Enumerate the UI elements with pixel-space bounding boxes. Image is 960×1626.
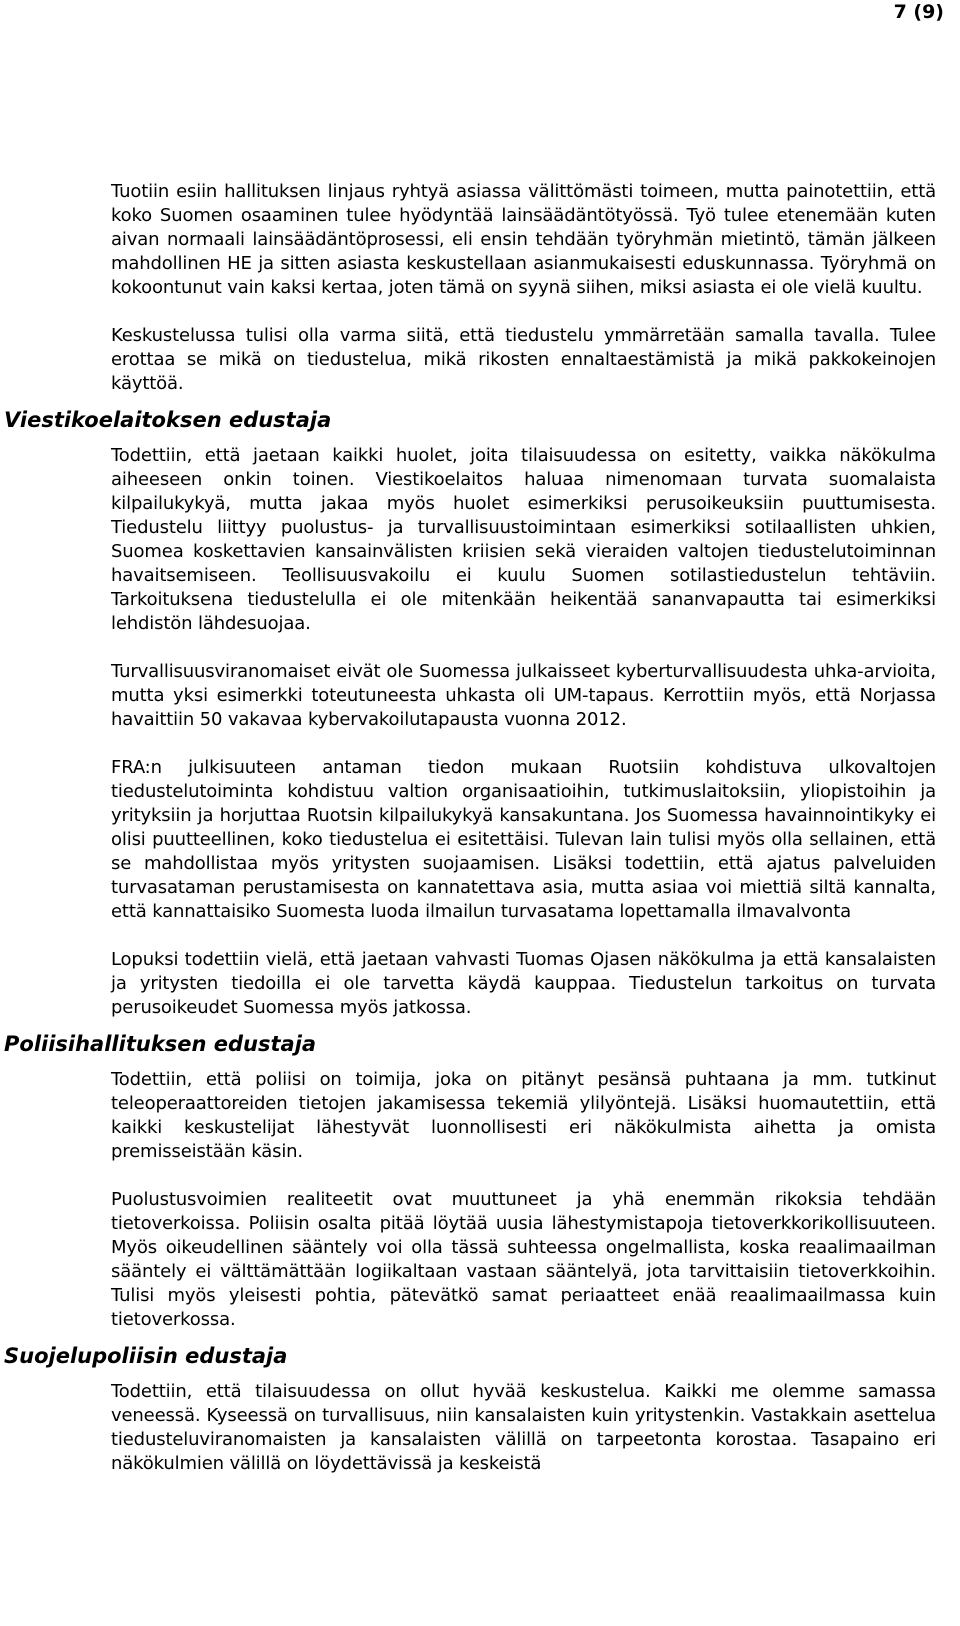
document-body bbox=[0, 180, 960, 1476]
section-heading-suojelupoliisi: Suojelupoliisin edustaja bbox=[4, 1344, 288, 1368]
section-heading-poliisihallitus: Poliisihallituksen edustaja bbox=[4, 1032, 317, 1056]
section-3-paragraph-1: Todettiin, että tilaisuudessa on ollut hyvää keskustelua. Kaikki me olemme samassa veneessä. Kyseessä on turvallisuus, niin kansalaisten kuin yritystenkin. Vastakkain asettelua tiedusteluviranomaisten ja kansalaisten välillä on tarpeetonta korostaa. Tasapaino eri näkökulmien välillä on löydettävissä ja keskeistä bbox=[111, 1381, 936, 1474]
section-1-paragraph-1: Todettiin, että jaetaan kaikki huolet, joita tilaisuudessa on esitetty, vaikka näkökulma aiheeseen onkin toinen. Viestikoelaitos haluaa nimenomaan turvata suomalaista kilpailukykyä, mutta jakaa myös huolet esimerkiksi perusoikeuksiin puuttumisesta. Tiedustelu liittyy puolustus- ja turvallisuustoimintaan esimerkiksi sotilaallisten uhkien, Suomea koskettavien kansainvälisten kriisien sekä vieraiden valtojen tiedustelutoiminnan havaitsemiseen. Teollisuusvakoilu ei kuulu Suomen sotilastiedustelun tehtäviin. Tarkoituksena tiedustelulla ei ole mitenkään heikentää sananvapautta tai esimerkiksi lehdistön lähdesuojaa. bbox=[111, 445, 936, 634]
section-2-paragraph-1: Todettiin, että poliisi on toimija, joka on pitänyt pesänsä puhtaana ja mm. tutkinut teleoperaattoreiden tietojen jakamisessa tekemiä ylilyöntejä. Lisäksi huomautettiin, että kaikki keskustelijat lähestyvät luonnollisesti eri näkökulmista aihetta ja omista premisseistään käsin. bbox=[111, 1069, 936, 1162]
intro-paragraph-2: Keskustelussa tulisi olla varma siitä, että tiedustelu ymmärretään samalla tavalla. Tulee erottaa se mikä on tiedustelua, mikä rikosten ennaltaestämistä ja mikä pakkokeinojen käyttöä. bbox=[111, 325, 936, 394]
section-1-paragraph-3: FRA:n julkisuuteen antaman tiedon mukaan Ruotsiin kohdistuva ulkovaltojen tiedustelutoiminta kohdistuu valtion organisaatioihin, tutkimuslaitoksiin, yliopistoihin ja yrityksiin ja horjuttaa Ruotsin kilpailukykyä kansakuntana. Jos Suomessa havainnointikyky ei olisi puutteellinen, koko tiedustelua ei esitettäisi. Tulevan lain tulisi myös olla sellainen, että se mahdollistaa myös yritysten suojaamisen. Lisäksi todettiin, että ajatus palveluiden turvasataman perustamisesta on kannatettava asia, mutta asiaa voi miettiä siltä kannalta, että kannattaisiko Suomesta luoda ilmailun turvasatama lopettamalla ilmavalvonta bbox=[111, 757, 936, 922]
section-heading-viestikoelaitos: Viestikoelaitoksen edustaja bbox=[4, 408, 332, 432]
section-1-paragraph-2: Turvallisuusviranomaiset eivät ole Suomessa julkaisseet kyberturvallisuudesta uhka-arvioita, mutta yksi esimerkki toteutuneesta uhkasta oli UM-tapaus. Kerrottiin myös, että Norjassa havaittiin 50 vakavaa kybervakoilutapausta vuonna 2012. bbox=[111, 661, 936, 730]
section-1-paragraph-4: Lopuksi todettiin vielä, että jaetaan vahvasti Tuomas Ojasen näkökulma ja että kansalaisten ja yritysten tiedoilla ei ole tarvetta käydä kauppaa. Tiedustelun tarkoitus on turvata perusoikeudet Suomessa myös jatkossa. bbox=[111, 949, 936, 1018]
section-2-paragraph-2: Puolustusvoimien realiteetit ovat muuttuneet ja yhä enemmän rikoksia tehdään tietoverkoissa. Poliisin osalta pitää löytää uusia lähestymistapoja tietoverkkorikollisuuteen. Myös oikeudellinen sääntely voi olla tässä suhteessa ongelmallista, koska reaalimaailman sääntely ei välttämättään logiikaltaan vastaan sääntelyä, jota tarvittaisiin tietoverkkoihin. Tulisi myös yleisesti pohtia, pätevätkö samat periaatteet enää reaalimaailmassa kuin tietoverkossa. bbox=[111, 1189, 936, 1330]
intro-paragraph-1: Tuotiin esiin hallituksen linjaus ryhtyä asiassa välittömästi toimeen, mutta painotettiin, että koko Suomen osaaminen tulee hyödyntää lainsäädäntötyössä. Työ tulee etenemään kuten aivan normaali lainsäädäntöprosessi, eli ensin tehdään työryhmän mietintö, tämän jälkeen mahdollinen HE ja sitten asiasta keskustellaan asianmukaisesti eduskunnassa. Työryhmä on kokoontunut vain kaksi kertaa, joten tämä on syynä siihen, miksi asiasta ei ole vielä kuultu. bbox=[111, 181, 936, 298]
page-number: 7 (9) bbox=[893, 1, 944, 23]
